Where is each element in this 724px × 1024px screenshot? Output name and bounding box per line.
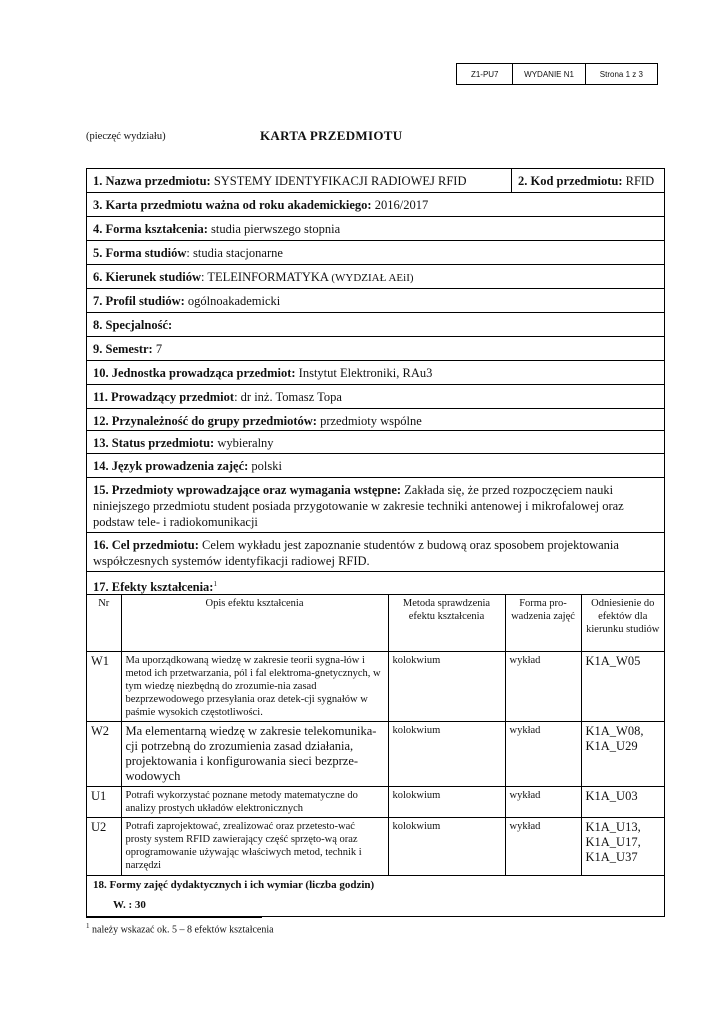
- table-header-row: [87, 595, 664, 651]
- col-header-method: Metoda sprawdzenia efektu kształcenia: [388, 595, 505, 651]
- faculty-stamp-label: (pieczęć wydziału): [86, 131, 166, 142]
- field-specialization: 8. Specjalność:: [87, 313, 664, 337]
- course-card-table: [86, 168, 665, 917]
- field-lecturer: 11. Prowadzący przedmiot: dr inż. Tomasz Topa: [87, 385, 664, 409]
- table-row: W2 Ma elementarną wiedzę w zakresie telekomunika-cji potrzebną do zrozumienia zasad działania, projektowania i konfigurowania sieci bezprze-wodowych kolokwium wykład K1A_W08, K1A_U29: [87, 721, 664, 786]
- class-forms-label: 18. Formy zajęć dydaktycznych i ich wymiar (liczba godzin): [93, 878, 375, 891]
- field-study-form: 5. Forma studiów: studia stacjonarne: [87, 241, 664, 265]
- field-language: 14. Język prowadzenia zajęć: polski: [87, 454, 664, 478]
- doc-page: Strona 1 z 3: [585, 64, 657, 84]
- field-class-forms: [87, 876, 664, 917]
- field-study-direction: 6. Kierunek studiów: TELEINFORMATYKA (WYDZIAŁ AEiI): [87, 265, 664, 289]
- table-row: U1 Potrafi wykorzystać poznane metody matematyczne do analizy prostych układów elektronicznych kolokwium wykład K1A_U03: [87, 786, 664, 817]
- col-header-reference: Odniesienie do efektów dla kierunku studiów: [581, 595, 664, 651]
- row-1-2: [87, 169, 664, 193]
- doc-code: Z1-PU7: [470, 69, 499, 79]
- table-row: U2 Potrafi zaprojektować, zrealizować oraz przetesto-wać prosty system RFID zawierający część sprzęto-wą oraz oprogramowanie używając właściwych metod, technik i narzędzi kolokwium wykład K1A_U13, K1A_U17, K1A_U37: [87, 817, 664, 875]
- field-semester: 9. Semestr: 7: [87, 337, 664, 361]
- field-subject-group: 12. Przynależność do grupy przedmiotów: przedmioty wspólne: [87, 409, 664, 431]
- field-study-profile: 7. Profil studiów: ogólnoakademicki: [87, 289, 664, 313]
- footnote-divider: [86, 917, 262, 918]
- field-unit: 10. Jednostka prowadząca przedmiot: Instytut Elektroniki, RAu3: [87, 361, 664, 385]
- field-learning-outcomes: 17. Efekty kształcenia:$^1$: [87, 572, 664, 595]
- footnote: $^1$ należy wskazać ok. 5 – 8 efektów kształcenia: [86, 922, 274, 936]
- page-title: KARTA PRZEDMIOTU: [260, 128, 403, 143]
- field-course-goal: 16. Cel przedmiotu: Celem wykładu jest zapoznanie studentów z budową oraz sposobem projektowania współczesnych systemów identyfikacji radiowej RFID.: [87, 533, 664, 572]
- field-course-code: 2. Kod przedmiotu: RFID: [518, 174, 655, 188]
- field-course-name: 1. Nazwa przedmiotu: SYSTEMY IDENTYFIKACJI RADIOWEJ RFID: [87, 169, 512, 192]
- field-prerequisites: 15. Przedmioty wprowadzające oraz wymagania wstępne: Zakłada się, że przed rozpoczęciem nauki niniejszego przedmiotu student posiada przygotowanie w zakresie techniki antenowej i mikrofalowej oraz podstaw tele- i radiokomunikacji: [87, 478, 664, 533]
- doc-edition: WYDANIE N1: [512, 64, 584, 84]
- col-header-form: Forma pro-wadzenia zajęć: [505, 595, 581, 651]
- col-header-desc: Opis efektu kształcenia: [121, 595, 388, 651]
- field-education-form: 4. Forma kształcenia: studia pierwszego stopnia: [87, 217, 664, 241]
- field-subject-status: 13. Status przedmiotu: wybieralny: [87, 431, 664, 454]
- col-header-nr: Nr: [87, 595, 121, 651]
- class-forms-value: W. : 30: [113, 898, 146, 911]
- field-valid-year: 3. Karta przedmiotu ważna od roku akademickiego: 2016/2017: [87, 193, 664, 217]
- table-row: W1 Ma uporządkowaną wiedzę w zakresie teorii sygna-łów i metod ich przetwarzania, pól i fal elektroma-gnetycznych, w tym wiedzę niezbędną do zrozumie-nia zasad bezprzewodowego przesyłania oraz detek-cji sygnałów w paśmie wysokich częstotliwości. kolokwium wykład K1A_W05: [87, 651, 664, 721]
- learning-outcomes-table: [87, 595, 664, 876]
- document-code-box: [456, 63, 658, 85]
